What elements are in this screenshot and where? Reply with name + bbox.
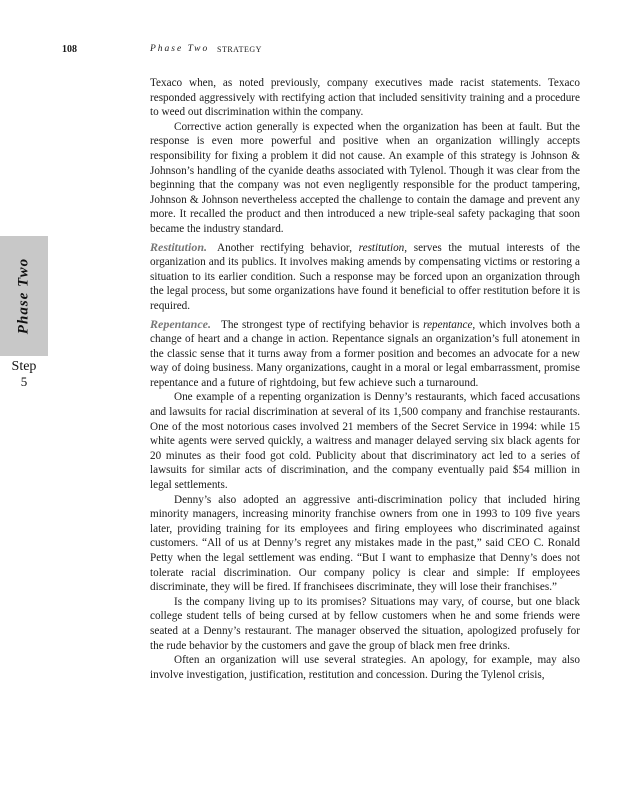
paragraph-repentance: [150, 317, 580, 391]
running-header: [0, 44, 643, 60]
paragraph-dennys-policy: Denny’s also adopted an aggressive anti-discrimination policy that included hiring minority managers, increasing minority franchise owners from one in 1993 to 109 five years later, providing training for its employees and firing employees who discriminated against customers. “All of us at Denny’s regret any mistakes made in the past,” said CEO C. Ronald Petty when the legal settlement was ending. “But I want to emphasize that Denny’s does not tolerate racial discrimination. Our company policy is clear and simple: If employees discriminate, they will be fired. If franchisees discriminate, they will lose their franchises.”: [150, 493, 580, 594]
repentance-text-a: The strongest type of rectifying behavior is: [221, 318, 424, 331]
repentance-term: repentance,: [423, 318, 476, 331]
restitution-term: restitution,: [358, 241, 408, 254]
header-phase: Phase Two: [150, 44, 210, 54]
page-number: 108: [62, 44, 77, 55]
paragraph-corrective-action: Corrective action generally is expected when the organization has been at fault. But the response is even more powerful and positive when an organization willingly accepts responsibility for fixing a problem it did not cause. An example of this strategy is Johnson & Johnson’s handling of the cyanide deaths associated with Tylenol. Though it was clear from the beginning that the company was not even negligently responsible for the product tampering, Johnson & Johnson nevertheless accepted the challenge to contain the damage and prevent any more. It recalled the product and then introduced a new triple-seal safety packaging that soon became the industry standard.: [150, 120, 580, 235]
repentance-heading: Repentance.: [150, 316, 211, 331]
side-tab-label: Phase Two: [15, 257, 32, 335]
restitution-heading: Restitution.: [150, 239, 208, 254]
paragraph-restitution: [150, 240, 580, 314]
restitution-text-a: Another rectifying behavior,: [217, 241, 359, 254]
step-number: 5: [20, 374, 28, 389]
paragraph-several-strategies: Often an organization will use several strategies. An apology, for example, may also involve investigation, justification, restitution and concession. During the Tylenol crisis,: [150, 654, 580, 681]
repentance-text-b: which involves both a change of heart and a change in action. Repentance signals an organization’s full atonement in the classic sense that it turns away from a former position and becomes an advocate for a new way of doing business. Many organizations, caught in a moral or legal embarrassment, promise repentance and a future of rightdoing, but few achieve such a turnaround.: [150, 318, 580, 389]
restitution-text-b: serves the mutual interests of the organization and its publics. It involves making amends by compensating victims or restoring a situation to its earlier condition. Such a response may be forced upon an organization through the legal process, but some organizations have found it beneficial to offer restitution before it is required.: [150, 241, 581, 312]
paragraph-texaco: Texaco when, as noted previously, company executives made racist statements. Texaco responded aggressively with rectifying action that included sensitivity training and a procedure to weed out discrimination within the company.: [150, 77, 580, 119]
paragraph-promises: Is the company living up to its promises? Situations may vary, of course, but one black college student tells of being cursed at by fellow customers when he and some friends were seated at a Denny’s restaurant. The manager observed the situation, apologized profusely for the rude behavior by the customers and gave the group of black men free drinks.: [150, 595, 580, 652]
body-text: [150, 76, 580, 682]
paragraph-dennys-example: One example of a repenting organization is Denny’s restaurants, which faced accusations and lawsuits for racial discrimination at several of its 1,500 company and franchise restaurants. One of the most notorious cases involved 21 members of the Secret Service in 1994: while 15 white agents were served quickly, a waitress and manager delayed serving six black agents for 20 minutes as their food got cold. Publicity about that discriminatory act led to a series of lawsuits for similar acts of discrimination, and the company eventually paid $54 million in legal settlements.: [150, 391, 580, 492]
header-section: STRATEGY: [217, 45, 262, 54]
step-label: Step: [11, 359, 37, 374]
